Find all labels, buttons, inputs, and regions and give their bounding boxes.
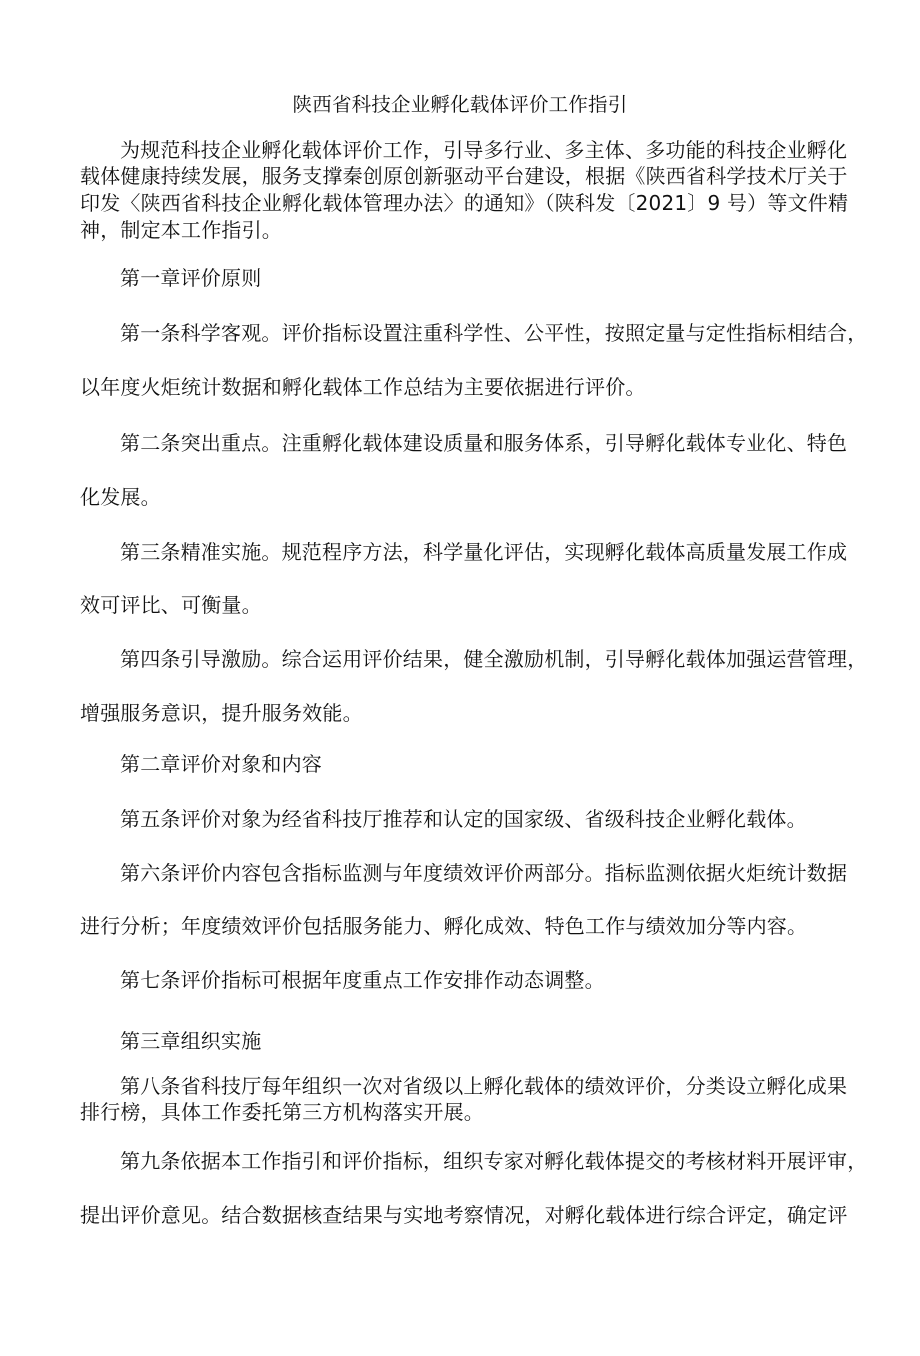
paragraph-line: 排行榜，具体工作委托第三方机构落实开展。 xyxy=(80,1100,484,1124)
paragraph-line: 载体健康持续发展，服务支撑秦创原创新驱动平台建设，根据《陕西省科学技术厅关于 xyxy=(80,164,848,188)
paragraph-line: 神，制定本工作指引。 xyxy=(80,218,282,242)
paragraph-line: 第一条科学客观。评价指标设置注重科学性、公平性，按照定量与定性指标相结合， xyxy=(120,321,868,345)
paragraph-line: 第八条省科技厅每年组织一次对省级以上孵化载体的绩效评价，分类设立孵化成果 xyxy=(120,1074,848,1098)
paragraph-line: 第九条依据本工作指引和评价指标，组织专家对孵化载体提交的考核材料开展评审， xyxy=(120,1149,868,1173)
paragraph-line: 进行分析；年度绩效评价包括服务能力、孵化成效、特色工作与绩效加分等内容。 xyxy=(80,914,808,938)
chapter-heading: 第三章组织实施 xyxy=(120,1029,262,1053)
paragraph-line: 第六条评价内容包含指标监测与年度绩效评价两部分。指标监测依据火炬统计数据 xyxy=(120,861,848,885)
paragraph-line: 以年度火炬统计数据和孵化载体工作总结为主要依据进行评价。 xyxy=(80,375,646,399)
chapter-heading: 第二章评价对象和内容 xyxy=(120,752,322,776)
paragraph-line: 为规范科技企业孵化载体评价工作，引导多行业、多主体、多功能的科技企业孵化 xyxy=(120,138,848,162)
paragraph-line: 第四条引导激励。综合运用评价结果，健全激励机制，引导孵化载体加强运营管理， xyxy=(120,647,868,671)
paragraph-line: 第二条突出重点。注重孵化载体建设质量和服务体系，引导孵化载体专业化、特色 xyxy=(120,431,848,455)
paragraph-line: 增强服务意识，提升服务效能。 xyxy=(80,701,363,725)
paragraph-line: 第三条精准实施。规范程序方法，科学量化评估，实现孵化载体高质量发展工作成 xyxy=(120,540,848,564)
paragraph-line: 印发〈陕西省科技企业孵化载体管理办法〉的通知》（陕科发〔2021〕9 号）等文件精 xyxy=(80,191,849,215)
document-title: 陕西省科技企业孵化载体评价工作指引 xyxy=(292,93,628,116)
paragraph-line: 化发展。 xyxy=(80,485,161,509)
paragraph-line: 效可评比、可衡量。 xyxy=(80,593,262,617)
paragraph-line: 第七条评价指标可根据年度重点工作安排作动态调整。 xyxy=(120,968,605,992)
paragraph-line: 第五条评价对象为经省科技厅推荐和认定的国家级、省级科技企业孵化载体。 xyxy=(120,807,807,831)
paragraph-line: 提出评价意见。结合数据核查结果与实地考察情况，对孵化载体进行综合评定，确定评 xyxy=(80,1203,848,1227)
chapter-heading: 第一章评价原则 xyxy=(120,266,262,290)
